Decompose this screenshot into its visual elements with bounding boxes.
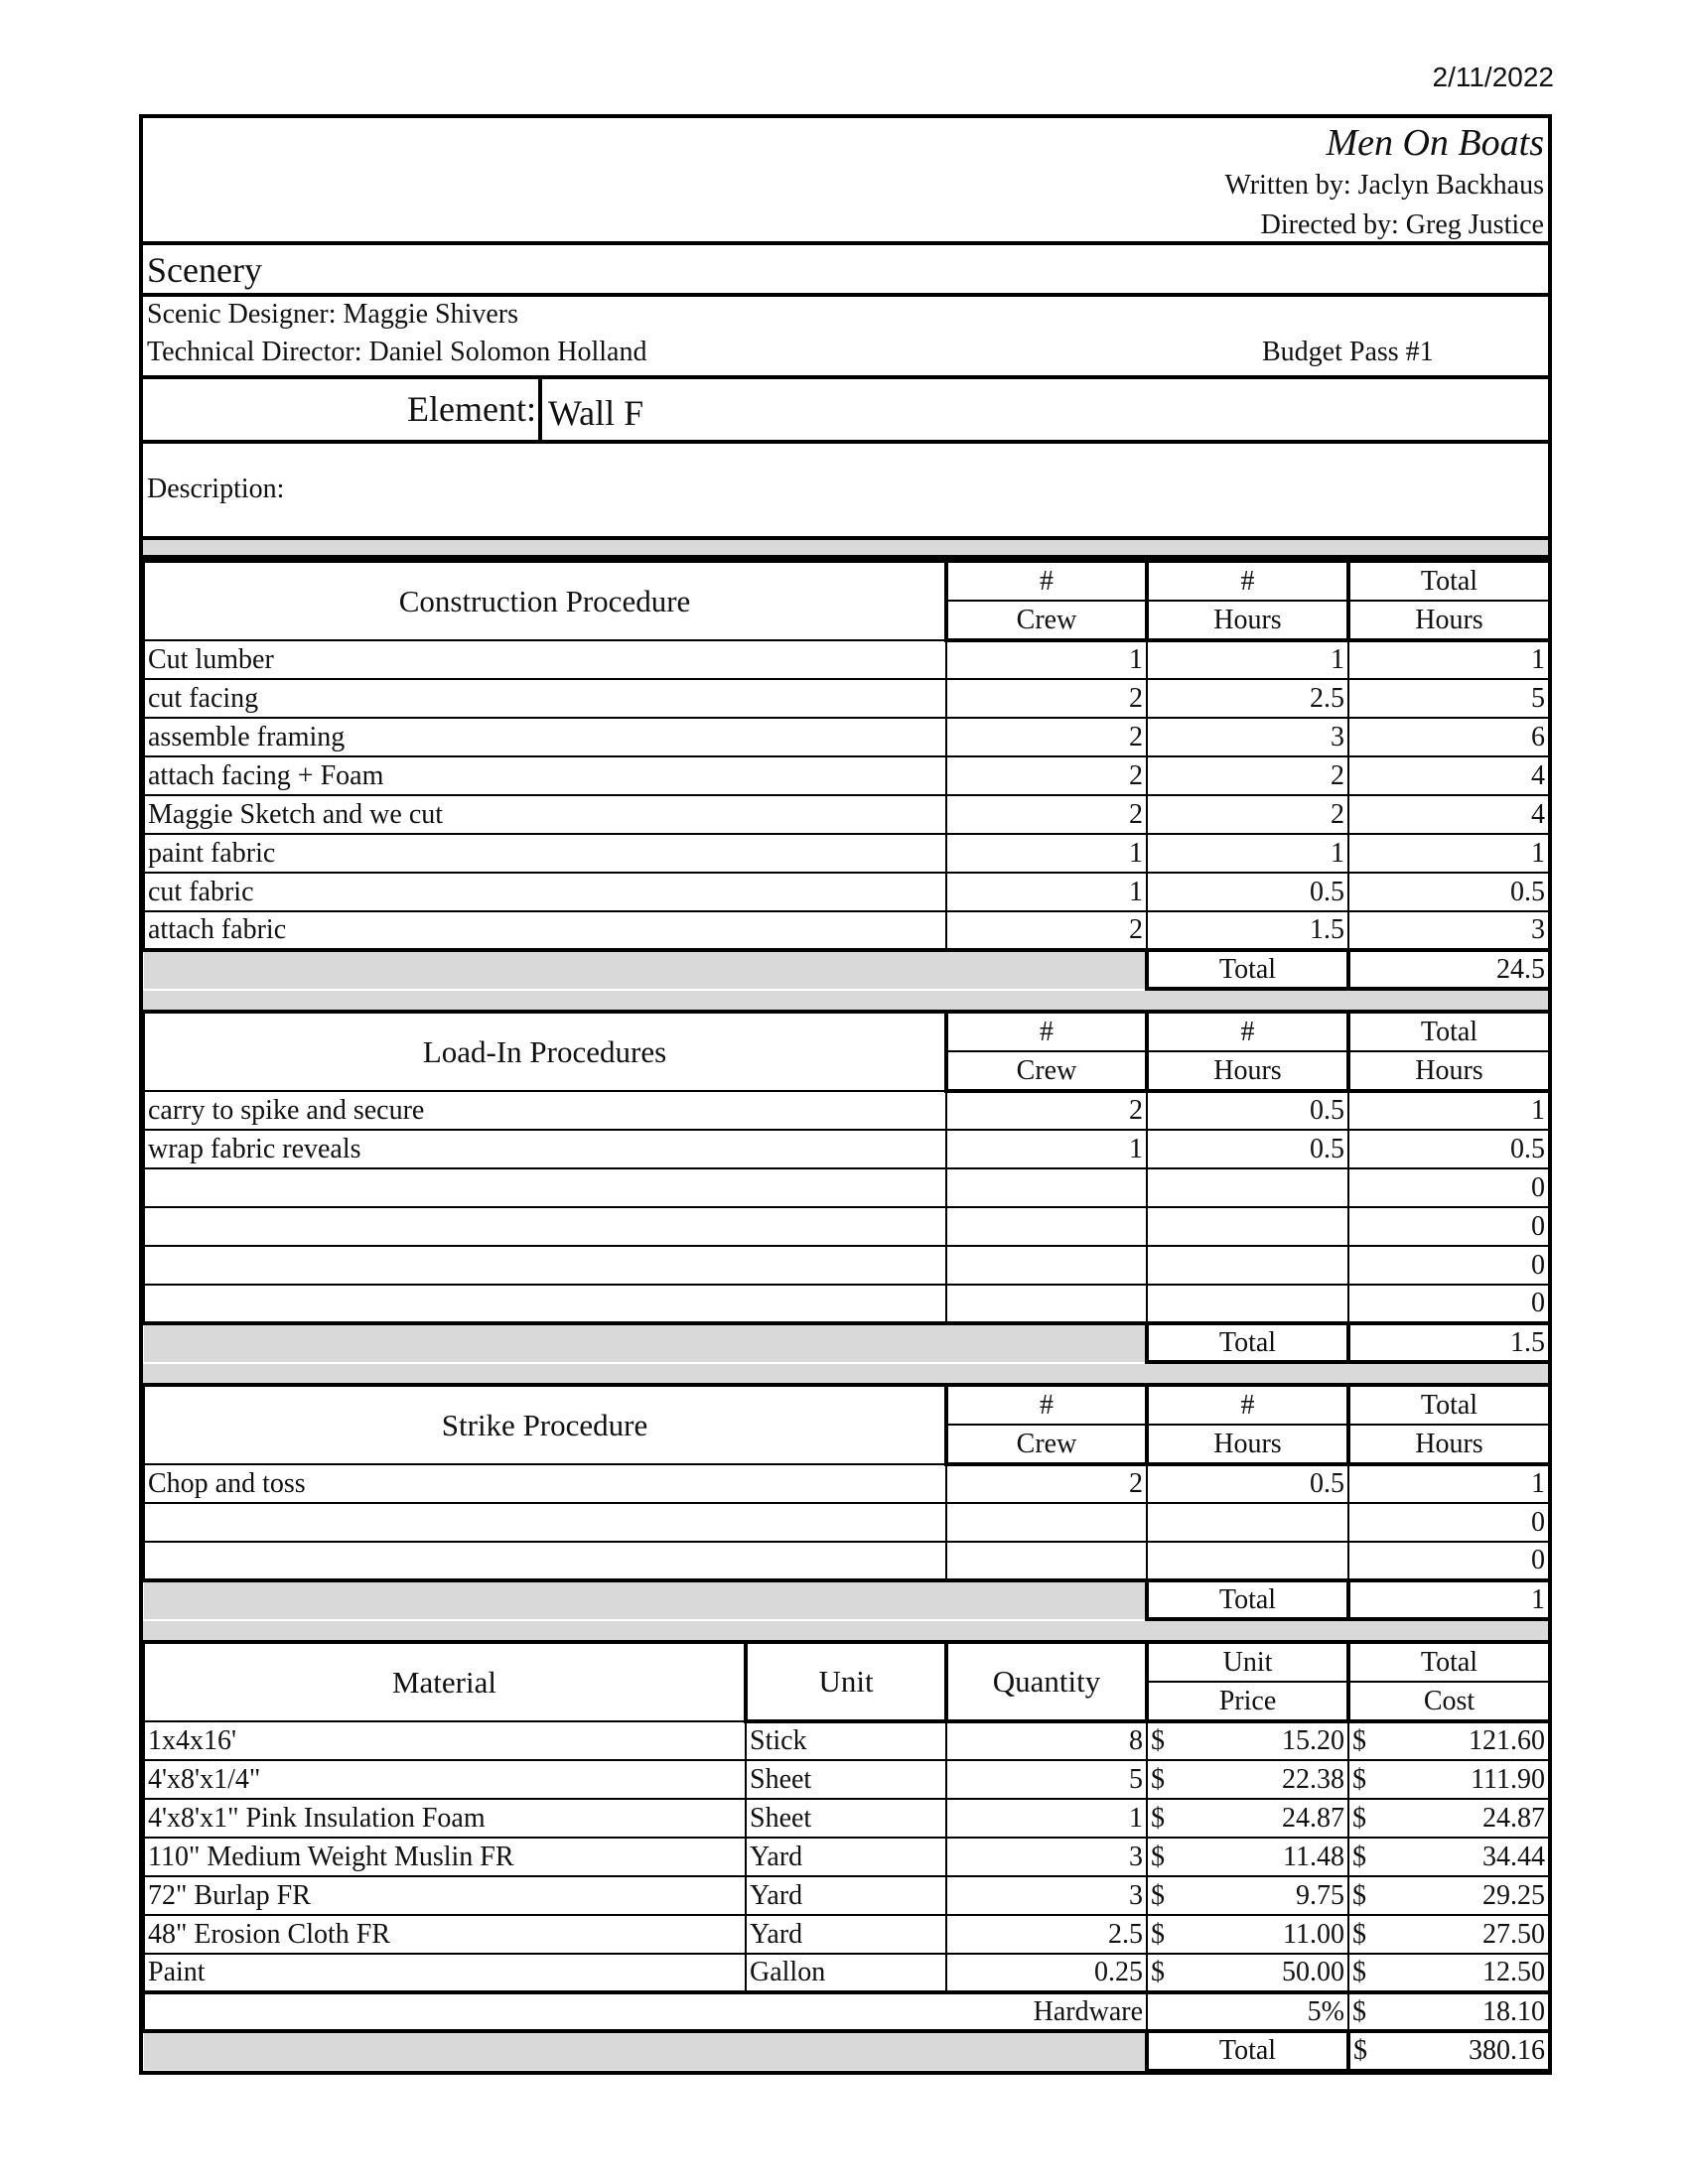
crew-cell: [946, 1285, 1147, 1323]
quantity-cell: 2.5: [946, 1915, 1147, 1954]
section-separator: [139, 991, 1552, 1010]
section-title: Load-In Procedures: [144, 1012, 946, 1091]
currency-sign: $: [1352, 1918, 1366, 1950]
total-hours-cell: 1: [1348, 834, 1549, 873]
table-row: [144, 1799, 1549, 1838]
material-cell: Paint: [144, 1954, 746, 1992]
money-wrap: [1151, 1764, 1344, 1796]
currency-sign: $: [1352, 1763, 1366, 1795]
total-label: Total: [1147, 950, 1348, 989]
element-value: Wall F: [548, 393, 644, 433]
table-row: [144, 873, 1549, 911]
currency-sign: $: [1352, 1957, 1366, 1987]
hours-cell: [1147, 1168, 1348, 1207]
task-cell: attach facing + Foam: [144, 756, 946, 795]
table-row: [144, 1542, 1549, 1580]
hours-header: Hours: [1147, 1425, 1348, 1464]
budget-pass: Budget Pass #1: [1262, 337, 1434, 367]
hours-cell: 0.5: [1147, 873, 1348, 911]
table-row: [144, 795, 1549, 834]
crew-cell: 1: [946, 834, 1147, 873]
total-hours-header: Hours: [1348, 1051, 1549, 1091]
amount: 27.50: [1482, 1918, 1545, 1950]
budget-sheet: [139, 114, 1552, 2075]
currency-sign: $: [1151, 1725, 1165, 1756]
amount: 12.50: [1482, 1957, 1545, 1987]
table-row: [144, 1285, 1549, 1323]
currency-sign: $: [1151, 1918, 1165, 1950]
money-wrap: [1352, 1842, 1545, 1873]
hardware-cost: [1348, 1992, 1549, 2031]
money-wrap: [1151, 1803, 1344, 1835]
total-row: [144, 1323, 1549, 1362]
total-spacer: [144, 1580, 1147, 1619]
amount: 18.10: [1482, 1995, 1545, 2027]
currency-sign: $: [1151, 1802, 1165, 1834]
strike-section: [139, 1383, 1552, 1621]
task-cell: [144, 1285, 946, 1323]
crew-cell: [946, 1207, 1147, 1246]
task-cell: [144, 1207, 946, 1246]
total-row: [144, 2031, 1549, 2070]
total-hours-cell: 0: [1348, 1246, 1549, 1285]
quantity-cell: 3: [946, 1876, 1147, 1915]
department-title: Scenery: [139, 245, 1552, 297]
currency-sign: $: [1352, 1725, 1366, 1756]
crew-header-hash: #: [946, 1385, 1147, 1425]
hours-cell: 2.5: [1147, 679, 1348, 718]
currency-sign: $: [1352, 1995, 1366, 2027]
quantity-cell: 5: [946, 1760, 1147, 1799]
amount: 121.60: [1469, 1725, 1545, 1756]
total-label: Total: [1147, 2031, 1348, 2070]
total-hours-header-top: Total: [1348, 1012, 1549, 1051]
currency-sign: $: [1352, 1879, 1366, 1911]
unit-cell: Yard: [746, 1876, 946, 1915]
unit-price-header-top: Unit: [1147, 1642, 1348, 1682]
total-spacer: [144, 950, 1147, 989]
technical-director: Technical Director: Daniel Solomon Holland: [147, 337, 647, 367]
amount: 50.00: [1282, 1957, 1344, 1987]
crew-cell: 1: [946, 640, 1147, 679]
total-cost-cell: [1348, 1954, 1549, 1992]
crew-cell: 2: [946, 795, 1147, 834]
hours-header: Hours: [1147, 1051, 1348, 1091]
task-cell: [144, 1503, 946, 1542]
total-row: [144, 1580, 1549, 1619]
total-hours-cell: 1: [1348, 1464, 1549, 1503]
unit-cell: Yard: [746, 1838, 946, 1876]
construction-section: [139, 559, 1552, 991]
money-wrap: [1353, 2035, 1545, 2067]
unit-price-cell: [1147, 1876, 1348, 1915]
material-cell: 1x4x16': [144, 1721, 746, 1760]
quantity-header: Quantity: [946, 1642, 1147, 1721]
section-separator: [139, 540, 1552, 559]
header-row: [144, 561, 1549, 601]
strike-table: [143, 1383, 1550, 1621]
crew-cell: 1: [946, 1130, 1147, 1168]
table-row: [144, 834, 1549, 873]
currency-sign: $: [1353, 2035, 1367, 2066]
material-header: Material: [144, 1642, 746, 1721]
total-cost-header-top: Total: [1348, 1642, 1549, 1682]
total-hours-cell: 0.5: [1348, 1130, 1549, 1168]
money-wrap: [1352, 1880, 1545, 1912]
money-wrap: [1151, 1725, 1344, 1757]
total-hours-value: 1: [1348, 1580, 1549, 1619]
total-hours-cell: 0.5: [1348, 873, 1549, 911]
task-cell: cut facing: [144, 679, 946, 718]
currency-sign: $: [1151, 1957, 1165, 1987]
total-spacer: [144, 2031, 1147, 2070]
staff-block: [139, 297, 1552, 379]
total-hours-cell: 0: [1348, 1285, 1549, 1323]
total-label: Total: [1147, 1580, 1348, 1619]
amount: 29.25: [1482, 1879, 1545, 1911]
unit-price-cell: [1147, 1838, 1348, 1876]
table-row: [144, 1721, 1549, 1760]
amount: 380.16: [1469, 2035, 1545, 2066]
hours-header-hash: #: [1147, 1012, 1348, 1051]
hours-cell: 0.5: [1147, 1464, 1348, 1503]
total-hours-cell: 4: [1348, 795, 1549, 834]
total-cost-header: Cost: [1348, 1682, 1549, 1721]
task-cell: wrap fabric reveals: [144, 1130, 946, 1168]
total-cost-cell: [1348, 1760, 1549, 1799]
amount: 15.20: [1282, 1725, 1344, 1756]
quantity-cell: 3: [946, 1838, 1147, 1876]
total-hours-cell: 0: [1348, 1503, 1549, 1542]
amount: 34.44: [1482, 1841, 1545, 1872]
total-cost-cell: [1348, 1915, 1549, 1954]
crew-header: Crew: [946, 1051, 1147, 1091]
table-row: [144, 640, 1549, 679]
total-hours-header-top: Total: [1348, 561, 1549, 601]
task-cell: assemble framing: [144, 718, 946, 756]
unit-cell: Stick: [746, 1721, 946, 1760]
total-hours-value: 1.5: [1348, 1323, 1549, 1362]
unit-price-cell: [1147, 1760, 1348, 1799]
task-cell: Maggie Sketch and we cut: [144, 795, 946, 834]
amount: 22.38: [1282, 1763, 1344, 1795]
hours-header: Hours: [1147, 601, 1348, 640]
total-hours-cell: 1: [1348, 1091, 1549, 1130]
currency-sign: $: [1151, 1841, 1165, 1872]
hours-cell: [1147, 1542, 1348, 1580]
hours-header-hash: #: [1147, 561, 1348, 601]
task-cell: [144, 1542, 946, 1580]
quantity-cell: 1: [946, 1799, 1147, 1838]
quantity-cell: 8: [946, 1721, 1147, 1760]
total-hours-cell: 4: [1348, 756, 1549, 795]
total-cost-cell: [1348, 1838, 1549, 1876]
element-row: [139, 379, 1552, 444]
total-cost-cell: [1348, 1721, 1549, 1760]
crew-cell: [946, 1168, 1147, 1207]
table-row: [144, 756, 1549, 795]
amount: 111.90: [1471, 1763, 1545, 1795]
table-row: [144, 1915, 1549, 1954]
crew-cell: 2: [946, 718, 1147, 756]
materials-section: [139, 1640, 1552, 2075]
money-wrap: [1352, 1919, 1545, 1951]
play-title: Men On Boats: [1326, 122, 1544, 164]
money-wrap: [1151, 1842, 1344, 1873]
loadin-section: [139, 1010, 1552, 1364]
amount: 24.87: [1282, 1802, 1344, 1834]
money-wrap: [1352, 1725, 1545, 1757]
table-row: [144, 1091, 1549, 1130]
hardware-percent: 5%: [1147, 1992, 1348, 2031]
hours-cell: [1147, 1285, 1348, 1323]
unit-cell: Yard: [746, 1915, 946, 1954]
hours-cell: 0.5: [1147, 1091, 1348, 1130]
table-row: [144, 718, 1549, 756]
crew-header-hash: #: [946, 1012, 1147, 1051]
total-label: Total: [1147, 1323, 1348, 1362]
table-row: [144, 1760, 1549, 1799]
total-hours-header: Hours: [1348, 601, 1549, 640]
currency-sign: $: [1151, 1879, 1165, 1911]
hours-header-hash: #: [1147, 1385, 1348, 1425]
table-row: [144, 1876, 1549, 1915]
director: Directed by: Greg Justice: [1260, 209, 1544, 240]
crew-cell: 1: [946, 873, 1147, 911]
money-wrap: [1352, 1996, 1545, 2028]
header-row: [144, 1385, 1549, 1425]
hours-cell: 1: [1147, 640, 1348, 679]
loadin-table: [143, 1010, 1550, 1364]
money-wrap: [1151, 1880, 1344, 1912]
amount: 24.87: [1482, 1802, 1545, 1834]
money-wrap: [1352, 1957, 1545, 1988]
hours-cell: 3: [1147, 718, 1348, 756]
section-separator: [139, 1364, 1552, 1383]
section-title: Construction Procedure: [144, 561, 946, 640]
crew-cell: 2: [946, 1091, 1147, 1130]
task-cell: attach fabric: [144, 911, 946, 950]
money-wrap: [1151, 1919, 1344, 1951]
total-hours-cell: 5: [1348, 679, 1549, 718]
grand-total-cost: [1348, 2031, 1549, 2070]
table-row: [144, 1503, 1549, 1542]
table-row: [144, 1130, 1549, 1168]
hours-cell: [1147, 1246, 1348, 1285]
unit-header: Unit: [746, 1642, 946, 1721]
quantity-cell: 0.25: [946, 1954, 1147, 1992]
currency-sign: $: [1352, 1841, 1366, 1872]
material-cell: 48" Erosion Cloth FR: [144, 1915, 746, 1954]
hours-cell: [1147, 1503, 1348, 1542]
unit-cell: Sheet: [746, 1799, 946, 1838]
hours-cell: [1147, 1207, 1348, 1246]
amount: 9.75: [1296, 1879, 1344, 1911]
total-row: [144, 950, 1549, 989]
hardware-label: Hardware: [144, 1992, 1147, 2031]
scenic-designer: Scenic Designer: Maggie Shivers: [147, 299, 519, 330]
unit-price-cell: [1147, 1721, 1348, 1760]
task-cell: Cut lumber: [144, 640, 946, 679]
total-cost-cell: [1348, 1876, 1549, 1915]
amount: 11.00: [1283, 1918, 1344, 1950]
table-row: [144, 1464, 1549, 1503]
task-cell: carry to spike and secure: [144, 1091, 946, 1130]
production-header: [139, 114, 1552, 245]
total-hours-cell: 0: [1348, 1542, 1549, 1580]
header-row: [144, 1012, 1549, 1051]
hours-cell: 2: [1147, 795, 1348, 834]
table-row: [144, 911, 1549, 950]
unit-price-cell: [1147, 1915, 1348, 1954]
material-cell: 4'x8'x1" Pink Insulation Foam: [144, 1799, 746, 1838]
task-cell: cut fabric: [144, 873, 946, 911]
hours-cell: 1.5: [1147, 911, 1348, 950]
total-cost-cell: [1348, 1799, 1549, 1838]
total-hours-cell: 3: [1348, 911, 1549, 950]
unit-price-cell: [1147, 1954, 1348, 1992]
total-spacer: [144, 1323, 1147, 1362]
crew-cell: [946, 1246, 1147, 1285]
crew-cell: 2: [946, 679, 1147, 718]
materials-table: [143, 1640, 1550, 2071]
task-cell: Chop and toss: [144, 1464, 946, 1503]
currency-sign: $: [1352, 1802, 1366, 1834]
unit-cell: Gallon: [746, 1954, 946, 1992]
money-wrap: [1352, 1803, 1545, 1835]
task-cell: [144, 1246, 946, 1285]
header-row: [144, 1642, 1549, 1682]
construction-table: [143, 559, 1550, 991]
table-row: [144, 1168, 1549, 1207]
table-row: [144, 1838, 1549, 1876]
amount: 11.48: [1283, 1841, 1344, 1872]
crew-cell: [946, 1542, 1147, 1580]
task-cell: paint fabric: [144, 834, 946, 873]
unit-cell: Sheet: [746, 1760, 946, 1799]
hours-cell: 1: [1147, 834, 1348, 873]
money-wrap: [1352, 1764, 1545, 1796]
section-separator: [139, 1621, 1552, 1640]
currency-sign: $: [1151, 1763, 1165, 1795]
print-date: 2/11/2022: [1432, 62, 1554, 92]
total-hours-cell: 1: [1348, 640, 1549, 679]
crew-header: Crew: [946, 1425, 1147, 1464]
crew-cell: [946, 1503, 1147, 1542]
crew-header-hash: #: [946, 561, 1147, 601]
total-hours-cell: 6: [1348, 718, 1549, 756]
task-cell: [144, 1168, 946, 1207]
unit-price-cell: [1147, 1799, 1348, 1838]
hours-cell: 2: [1147, 756, 1348, 795]
table-row: [144, 1954, 1549, 1992]
section-title: Strike Procedure: [144, 1385, 946, 1464]
table-row: [144, 1246, 1549, 1285]
money-wrap: [1151, 1957, 1344, 1988]
material-cell: 4'x8'x1/4": [144, 1760, 746, 1799]
total-hours-cell: 0: [1348, 1168, 1549, 1207]
hours-cell: 0.5: [1147, 1130, 1348, 1168]
unit-price-header: Price: [1147, 1682, 1348, 1721]
playwright: Written by: Jaclyn Backhaus: [1224, 170, 1544, 201]
crew-header: Crew: [946, 601, 1147, 640]
crew-cell: 2: [946, 911, 1147, 950]
description-label: Description:: [139, 444, 1552, 540]
table-row: [144, 679, 1549, 718]
material-cell: 110" Medium Weight Muslin FR: [144, 1838, 746, 1876]
total-hours-header-top: Total: [1348, 1385, 1549, 1425]
element-label: Element:: [143, 379, 542, 440]
total-hours-cell: 0: [1348, 1207, 1549, 1246]
material-cell: 72" Burlap FR: [144, 1876, 746, 1915]
crew-cell: 2: [946, 756, 1147, 795]
total-hours-value: 24.5: [1348, 950, 1549, 989]
crew-cell: 2: [946, 1464, 1147, 1503]
table-row: [144, 1207, 1549, 1246]
hardware-row: [144, 1992, 1549, 2031]
total-hours-header: Hours: [1348, 1425, 1549, 1464]
